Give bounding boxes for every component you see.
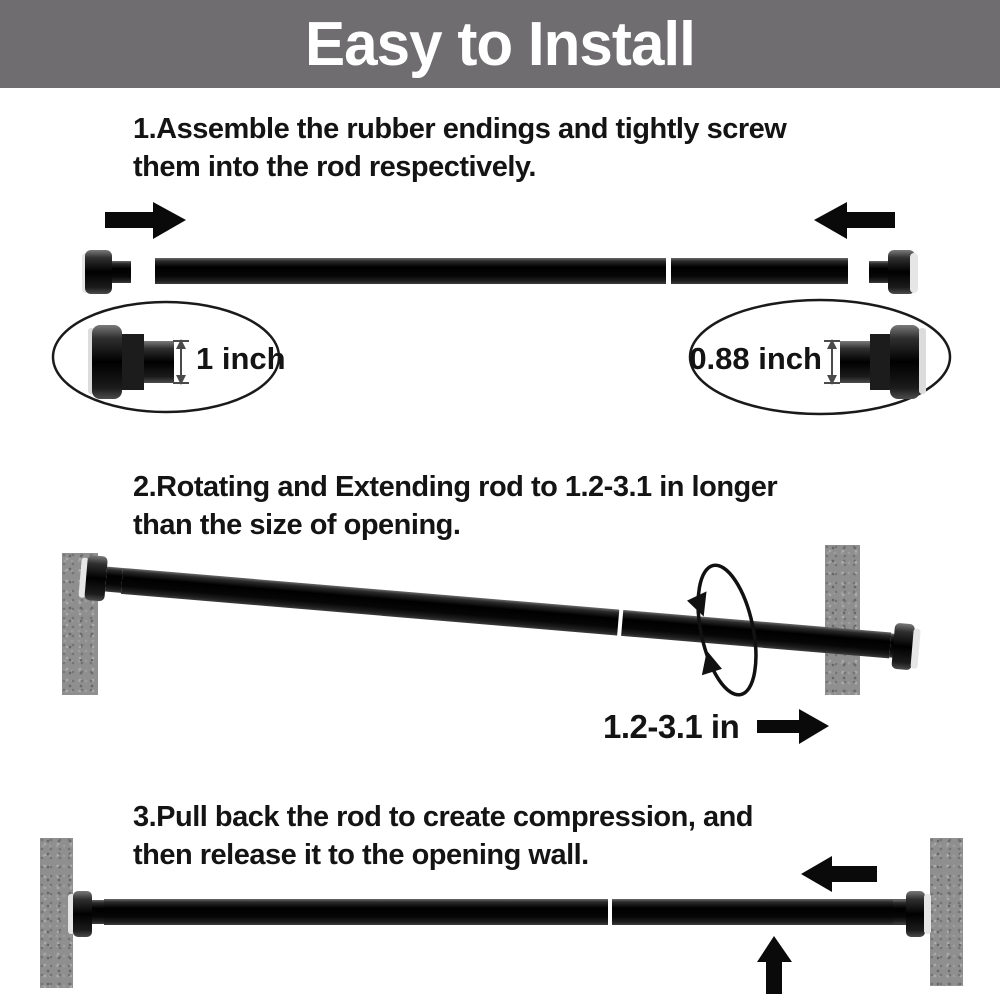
cap-flange (890, 325, 920, 399)
step3-illustration (0, 830, 1000, 1000)
cap-cylinder (840, 341, 870, 383)
rod-joint (666, 256, 671, 286)
step2-text-line1: 2.Rotating and Extending rod to 1.2-3.1 in longer (133, 471, 778, 503)
step2-illustration (0, 545, 1000, 760)
rod-end-cap-right (869, 250, 918, 294)
cap-flange (92, 325, 122, 399)
step1-text-line2: them into the rod respectively. (133, 151, 536, 183)
step2-text-line2: than the size of opening. (133, 509, 461, 541)
telescopic-rod (155, 256, 848, 286)
page-title: Easy to Install (305, 9, 695, 79)
header-banner (0, 0, 1000, 88)
telescopic-rod-tilted (78, 554, 921, 670)
step3-text-line2: then release it to the opening wall. (133, 839, 589, 871)
arrow-left-icon (801, 856, 877, 892)
rod-end-cap-left (73, 891, 92, 937)
step3-text-line1: 3.Pull back the rod to create compression, and (133, 801, 754, 833)
arrow-left-icon (814, 202, 895, 239)
cap-size-label-right: 0.88 inch (689, 341, 822, 376)
step1-text-line1: 1.Assemble the rubber endings and tightly screw (133, 113, 787, 145)
rod-end-cap-left (82, 250, 131, 294)
arrow-right-icon (757, 709, 829, 744)
callout-right-cap (689, 300, 950, 414)
cap-cylinder (144, 341, 174, 383)
step1-illustration (0, 195, 1000, 445)
arrow-up-icon (757, 936, 792, 994)
arrow-right-icon (105, 202, 186, 239)
rod-end-cap-right (906, 891, 925, 937)
callout-left-cap (53, 302, 286, 412)
telescopic-rod (68, 891, 931, 937)
extension-range-label: 1.2-3.1 in (603, 708, 740, 745)
cap-size-label-left: 1 inch (196, 341, 286, 376)
rod-joint (608, 898, 612, 926)
rod-end-cap-left (84, 555, 108, 602)
